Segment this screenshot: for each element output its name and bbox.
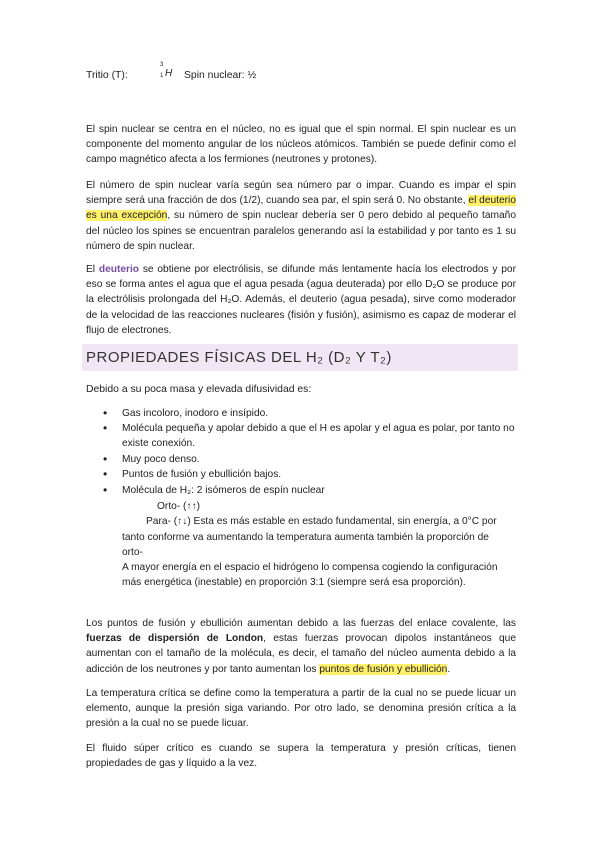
p2-text-a: El número de spin nuclear varía según sea número par o impar. Cuando es impar el spin siempre será una fracción de dos (1/2), cuando sea par, el spin será 0. No obstante, — [86, 180, 516, 207]
paragraph-deuterio — [86, 262, 516, 338]
p2-text-b: , su número de spin nuclear debería ser 0 pero debido al pequeño tamaño del núcleo los spines se encuentran paralelos generando así la estabilidad y por tanto es 1 su número de spin nuclear. — [86, 210, 516, 252]
list-item: Muy poco denso. — [122, 454, 200, 465]
p3-text-b: se obtiene por electrólisis, se difunde más lentamente hacía los electrodos y por eso se forma antes el agua que el agua pesada (agua deuterada) por ello D₂O se produce por la electrólisis prolongada del H₂O. Además, el deuterio (agua pesada), sirve como moderador de la velocidad de las reacciones nucleares (fisión y fusión), asimismo es capaz de moderar el flujo de electrones. — [86, 264, 516, 336]
p3-text-a: El — [86, 264, 96, 275]
isomer-orto: Orto- (↑↑) — [157, 501, 201, 512]
paragraph-temperatura-critica: La temperatura crítica se define como la temperatura a partir de la cual no se puede licuar un elemento, aunque la presión siga variando. Por otro lado, se denomina presión crítica a la presión a la cual no se puede licuar. — [86, 688, 516, 730]
isomer-para-cont: tanto conforme va aumentando la temperatura aumenta también la proporción de — [122, 532, 489, 543]
bullet-dot: • — [103, 406, 108, 420]
energy-line-1: A mayor energía en el espacio el hidrógeno lo compensa cogiendo la configuración — [122, 562, 498, 573]
bullet-dot: • — [103, 467, 108, 481]
tritio-label: Tritio (T): — [86, 70, 128, 81]
energy-line-2: más energética (inestable) en proporción 3:1 (siempre será esa proporción). — [122, 577, 466, 588]
paragraph-spin-number — [86, 178, 516, 254]
p4-end: . — [447, 663, 451, 675]
paragraph-fluido-supercritico: El fluido súper crítico es cuando se supera la temperatura y presión críticas, tienen propiedades de gas y líquido a la vez. — [86, 743, 516, 770]
paragraph-spin-nuclear: El spin nuclear se centra en el núcleo, no es igual que el spin normal. El spin nuclear es un componente del momento angular de los núcleos atómicos. También se puede definir como el campo magnético afecta a los fermiones (neutrones y protones). — [86, 124, 516, 166]
bullet-dot: • — [103, 483, 108, 497]
list-item: Molécula de H₂: 2 isómeros de espín nuclear — [122, 485, 325, 496]
bullet-dot: • — [103, 452, 108, 466]
paragraph-puntos-fusion — [86, 616, 516, 677]
list-item: Gas incoloro, inodoro e insípido. — [122, 408, 269, 419]
bullet-dot: • — [103, 421, 108, 435]
p2-highlight: el deuterio es una excepción — [86, 195, 516, 222]
list-item: Molécula pequeña y apolar debido a que el H es apolar y el agua es polar, por tanto no existe conexión. — [122, 423, 515, 450]
p3-deuterio-word: deuterio — [98, 264, 140, 275]
isomer-para: Para- (↑↓) Esta es más estable en estado fundamental, sin energía, a 0°C por — [146, 516, 497, 527]
isotope-letter: H — [165, 68, 173, 79]
tritio-spin: Spin nuclear: ½ — [184, 70, 257, 81]
p4-highlight: puntos de fusión y ebullición — [319, 663, 448, 675]
list-item: Puntos de fusión y ebullición bajos. — [122, 469, 282, 480]
p4-bold: fuerzas de dispersión de London — [86, 633, 264, 645]
isotope-mass: 3 — [160, 62, 164, 68]
isomer-para-cont2: orto- — [122, 547, 143, 558]
isotope-number: 1 — [160, 73, 164, 79]
tritio-isotope-symbol — [160, 62, 173, 79]
section-heading: PROPIEDADES FÍSICAS DEL H₂ (D₂ Y T₂) — [86, 349, 392, 366]
list-intro: Debido a su poca masa y elevada difusividad es: — [86, 384, 312, 395]
p4-text-a: Los puntos de fusión y ebullición aumentan debido a las fuerzas del enlace covalente, las — [86, 618, 516, 629]
p4-text-b: , estas fuerzas provocan dipolos instantáneos que aumentan con el tamaño de la molécula, es decir, el tamaño del núcleo aumenta debido a la adicción de los neutrones y por tanto aumentan los — [86, 633, 516, 675]
